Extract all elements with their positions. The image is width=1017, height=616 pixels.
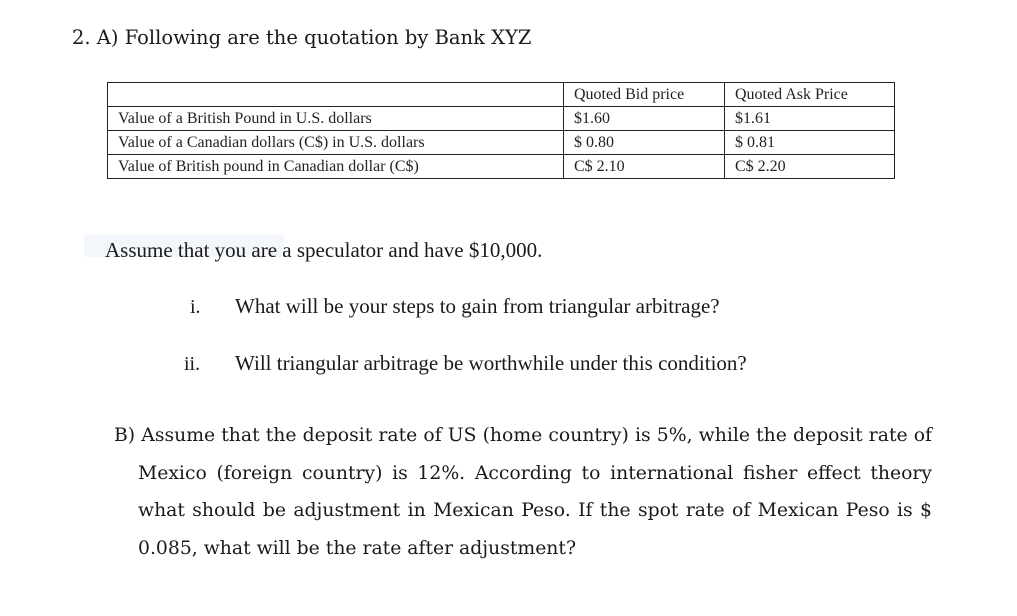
subquestion-text: What will be your steps to gain from triangular arbitrage? xyxy=(235,294,720,318)
table-header-ask: Quoted Ask Price xyxy=(725,83,895,107)
part-b-line: what should be adjustment in Mexican Peso. If the spot rate of Mexican Peso is $ xyxy=(138,500,932,521)
table-header-row xyxy=(108,83,895,107)
quotation-table xyxy=(107,82,895,179)
table-header-empty xyxy=(108,83,564,107)
row-ask: $1.61 xyxy=(725,107,895,131)
table-header-bid: Quoted Bid price xyxy=(564,83,725,107)
row-bid: $1.60 xyxy=(564,107,725,131)
part-b-line: B) Assume that the deposit rate of US (home country) is 5%, while the deposit rate of xyxy=(114,425,932,446)
table-row xyxy=(108,107,895,131)
subquestion-number: i. xyxy=(190,296,201,318)
table-row xyxy=(108,155,895,179)
row-label: Value of a British Pound in U.S. dollars xyxy=(108,107,564,131)
part-b-paragraph xyxy=(114,417,932,567)
row-ask: $ 0.81 xyxy=(725,131,895,155)
row-ask: C$ 2.20 xyxy=(725,155,895,179)
assumption-text: Assume that you are a speculator and have $10,000. xyxy=(105,238,543,262)
row-bid: $ 0.80 xyxy=(564,131,725,155)
subquestion-text: Will triangular arbitrage be worthwhile under this condition? xyxy=(235,351,747,375)
subquestion-number: ii. xyxy=(184,353,201,375)
part-b-line: Mexico (foreign country) is 12%. According to international fisher effect theory xyxy=(138,462,932,484)
row-bid: C$ 2.10 xyxy=(564,155,725,179)
table-row xyxy=(108,131,895,155)
question-heading: 2. A) Following are the quotation by Bank XYZ xyxy=(72,26,532,49)
row-label: Value of British pound in Canadian dollar (C$) xyxy=(108,155,564,179)
part-b-line: 0.085, what will be the rate after adjustment? xyxy=(138,537,577,559)
row-label: Value of a Canadian dollars (C$) in U.S. dollars xyxy=(108,131,564,155)
